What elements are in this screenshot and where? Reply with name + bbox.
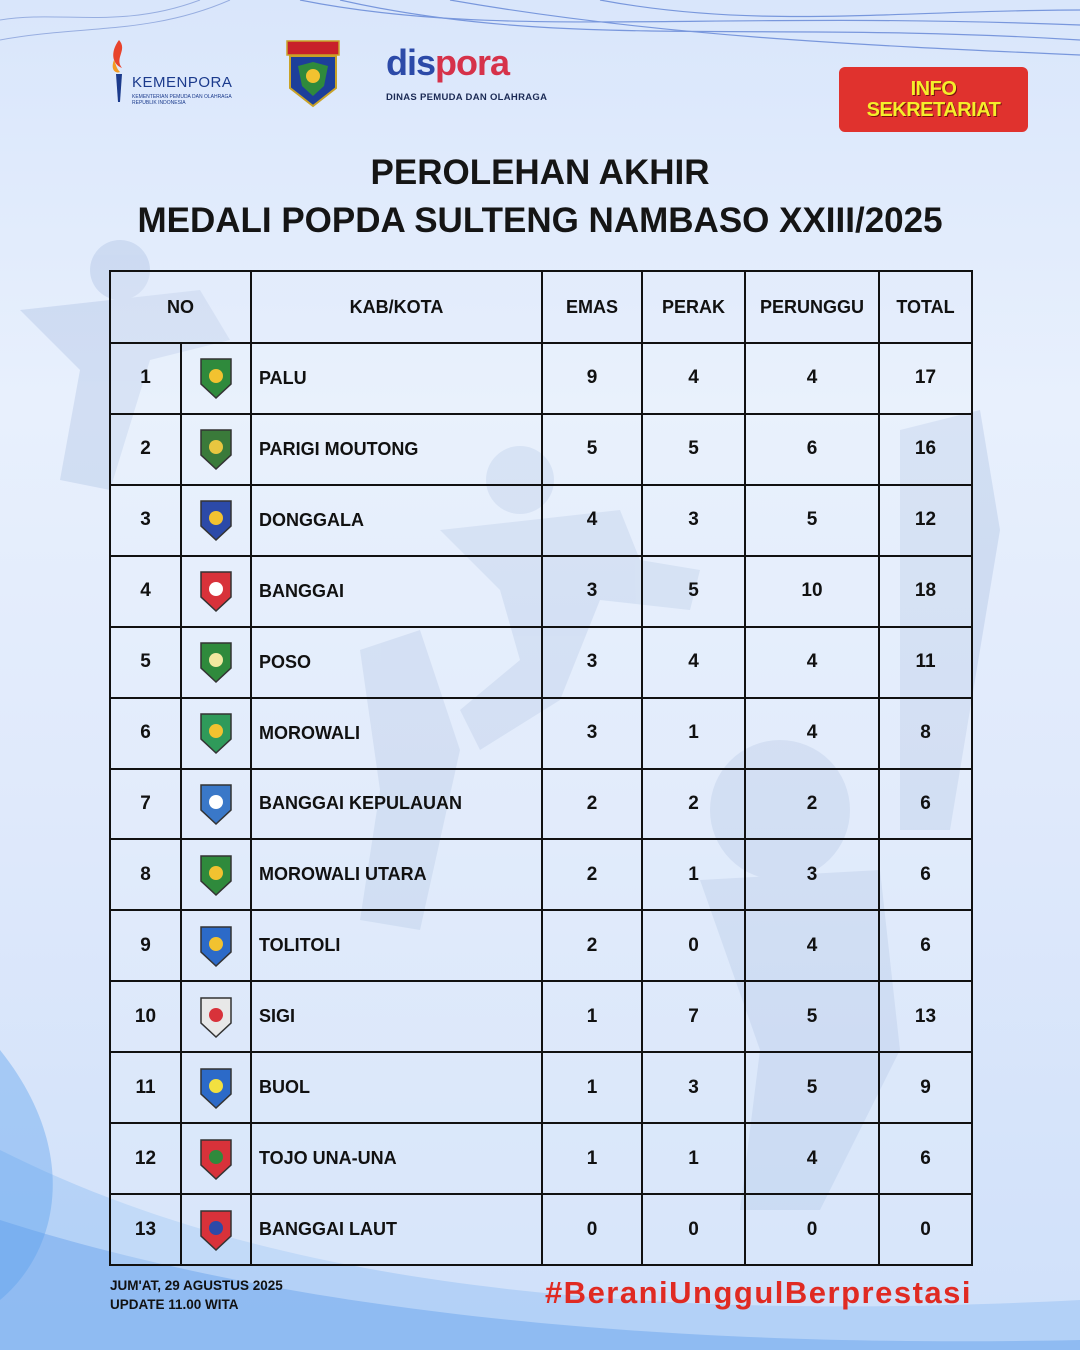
regency-crest-icon	[198, 498, 234, 542]
row-number: 12	[110, 1123, 181, 1194]
perak-count: 5	[642, 556, 745, 627]
perak-count: 4	[642, 343, 745, 414]
total-count: 11	[879, 627, 972, 698]
perak-count: 3	[642, 485, 745, 556]
perunggu-count: 4	[745, 1123, 879, 1194]
dispora-wordmark: dispora	[386, 42, 510, 83]
header-perak: PERAK	[642, 271, 745, 343]
regency-crest	[181, 485, 251, 556]
regency-crest	[181, 1052, 251, 1123]
table-row	[110, 414, 972, 485]
row-number: 11	[110, 1052, 181, 1123]
perak-count: 0	[642, 910, 745, 981]
total-count: 6	[879, 910, 972, 981]
emas-count: 3	[542, 627, 642, 698]
regency-name: PARIGI MOUTONG	[251, 414, 542, 485]
perunggu-count: 5	[745, 1052, 879, 1123]
emas-count: 3	[542, 556, 642, 627]
regency-name: BUOL	[251, 1052, 542, 1123]
row-number: 8	[110, 839, 181, 910]
regency-crest-icon	[198, 782, 234, 826]
perak-count: 5	[642, 414, 745, 485]
regency-name: TOLITOLI	[251, 910, 542, 981]
regency-crest-icon	[198, 640, 234, 684]
campaign-hashtag: #BeraniUnggulBerprestasi	[544, 1275, 972, 1310]
row-number: 9	[110, 910, 181, 981]
total-count: 8	[879, 698, 972, 769]
row-number: 3	[110, 485, 181, 556]
footer-date	[110, 1276, 283, 1314]
perunggu-count: 6	[745, 414, 879, 485]
table-row	[110, 839, 972, 910]
header-kab-kota: KAB/KOTA	[251, 271, 542, 343]
regency-crest	[181, 981, 251, 1052]
regency-crest-icon	[198, 995, 234, 1039]
emas-count: 1	[542, 1123, 642, 1194]
regency-name: PALU	[251, 343, 542, 414]
regency-crest	[181, 414, 251, 485]
perak-count: 2	[642, 769, 745, 840]
perak-count: 0	[642, 1194, 745, 1265]
regency-name: SIGI	[251, 981, 542, 1052]
badge-line-1: INFO	[910, 77, 957, 100]
perunggu-count: 4	[745, 698, 879, 769]
row-number: 1	[110, 343, 181, 414]
perak-count: 1	[642, 698, 745, 769]
emas-count: 2	[542, 910, 642, 981]
badge-line-2: SEKRETARIAT	[866, 98, 1001, 121]
table-row	[110, 981, 972, 1052]
regency-crest-icon	[198, 356, 234, 400]
perunggu-count: 5	[745, 485, 879, 556]
regency-crest-icon	[198, 427, 234, 471]
table-row	[110, 556, 972, 627]
row-number: 5	[110, 627, 181, 698]
emas-count: 3	[542, 698, 642, 769]
emas-count: 9	[542, 343, 642, 414]
perak-count: 1	[642, 1123, 745, 1194]
perak-count: 7	[642, 981, 745, 1052]
medal-table	[109, 270, 973, 1266]
row-number: 7	[110, 769, 181, 840]
table-header-row	[110, 271, 972, 343]
emas-count: 5	[542, 414, 642, 485]
total-count: 9	[879, 1052, 972, 1123]
total-count: 6	[879, 1123, 972, 1194]
total-count: 13	[879, 981, 972, 1052]
regency-name: BANGGAI KEPULAUAN	[251, 769, 542, 840]
perunggu-count: 10	[745, 556, 879, 627]
header-emas: EMAS	[542, 271, 642, 343]
perak-count: 4	[642, 627, 745, 698]
total-count: 17	[879, 343, 972, 414]
table-row	[110, 769, 972, 840]
emas-count: 4	[542, 485, 642, 556]
regency-name: TOJO UNA-UNA	[251, 1123, 542, 1194]
table-row	[110, 1123, 972, 1194]
table-row	[110, 698, 972, 769]
regency-crest-icon	[198, 711, 234, 755]
regency-crest-icon	[198, 569, 234, 613]
regency-crest	[181, 1194, 251, 1265]
regency-crest-icon	[198, 924, 234, 968]
total-count: 6	[879, 839, 972, 910]
date-text: JUM'AT, 29 AGUSTUS 2025	[110, 1278, 283, 1293]
sulteng-crest-logo	[286, 40, 340, 108]
emas-count: 1	[542, 981, 642, 1052]
page-title-line-2: MEDALI POPDA SULTENG NAMBASO XXIII/2025	[137, 201, 943, 240]
regency-crest	[181, 698, 251, 769]
regency-crest	[181, 1123, 251, 1194]
row-number: 13	[110, 1194, 181, 1265]
medal-table-body	[110, 343, 972, 1265]
perunggu-count: 5	[745, 981, 879, 1052]
regency-crest	[181, 910, 251, 981]
regency-crest-icon	[198, 1137, 234, 1181]
regency-name: DONGGALA	[251, 485, 542, 556]
total-count: 18	[879, 556, 972, 627]
header-perunggu: PERUNGGU	[745, 271, 879, 343]
table-row	[110, 627, 972, 698]
torch-icon	[108, 40, 130, 106]
row-number: 2	[110, 414, 181, 485]
update-time: UPDATE 11.00 WITA	[110, 1297, 239, 1312]
perunggu-count: 4	[745, 627, 879, 698]
dispora-tagline: DINAS PEMUDA DAN OLAHRAGA	[386, 92, 548, 103]
table-row	[110, 1052, 972, 1123]
perunggu-count: 4	[745, 343, 879, 414]
regency-name: MOROWALI UTARA	[251, 839, 542, 910]
kemenpora-logo	[108, 40, 248, 110]
perak-count: 1	[642, 839, 745, 910]
table-row	[110, 343, 972, 414]
table-row	[110, 1194, 972, 1265]
perunggu-count: 4	[745, 910, 879, 981]
regency-crest	[181, 769, 251, 840]
row-number: 4	[110, 556, 181, 627]
regency-name: BANGGAI	[251, 556, 542, 627]
regency-crest	[181, 556, 251, 627]
perunggu-count: 3	[745, 839, 879, 910]
total-count: 16	[879, 414, 972, 485]
header-total: TOTAL	[879, 271, 972, 343]
regency-name: BANGGAI LAUT	[251, 1194, 542, 1265]
total-count: 6	[879, 769, 972, 840]
regency-name: POSO	[251, 627, 542, 698]
table-row	[110, 910, 972, 981]
row-number: 6	[110, 698, 181, 769]
info-sekretariat-badge	[839, 67, 1028, 132]
regency-crest	[181, 627, 251, 698]
total-count: 0	[879, 1194, 972, 1265]
kemenpora-subtitle: KEMENTERIAN PEMUDA DAN OLAHRAGA REPUBLIK INDONESIA	[132, 94, 232, 106]
perak-count: 3	[642, 1052, 745, 1123]
row-number: 10	[110, 981, 181, 1052]
perunggu-count: 0	[745, 1194, 879, 1265]
total-count: 12	[879, 485, 972, 556]
dispora-logo	[384, 42, 554, 112]
header-no: NO	[110, 271, 251, 343]
regency-crest	[181, 839, 251, 910]
perunggu-count: 2	[745, 769, 879, 840]
kemenpora-name: KEMENPORA	[132, 74, 233, 91]
table-row	[110, 485, 972, 556]
regency-crest-icon	[198, 853, 234, 897]
emas-count: 2	[542, 769, 642, 840]
header	[0, 0, 1080, 140]
regency-name: MOROWALI	[251, 698, 542, 769]
emas-count: 2	[542, 839, 642, 910]
regency-crest	[181, 343, 251, 414]
emas-count: 1	[542, 1052, 642, 1123]
regency-crest-icon	[198, 1066, 234, 1110]
regency-crest-icon	[198, 1208, 234, 1252]
emas-count: 0	[542, 1194, 642, 1265]
page-title-line-1: PEROLEHAN AKHIR	[370, 153, 710, 192]
